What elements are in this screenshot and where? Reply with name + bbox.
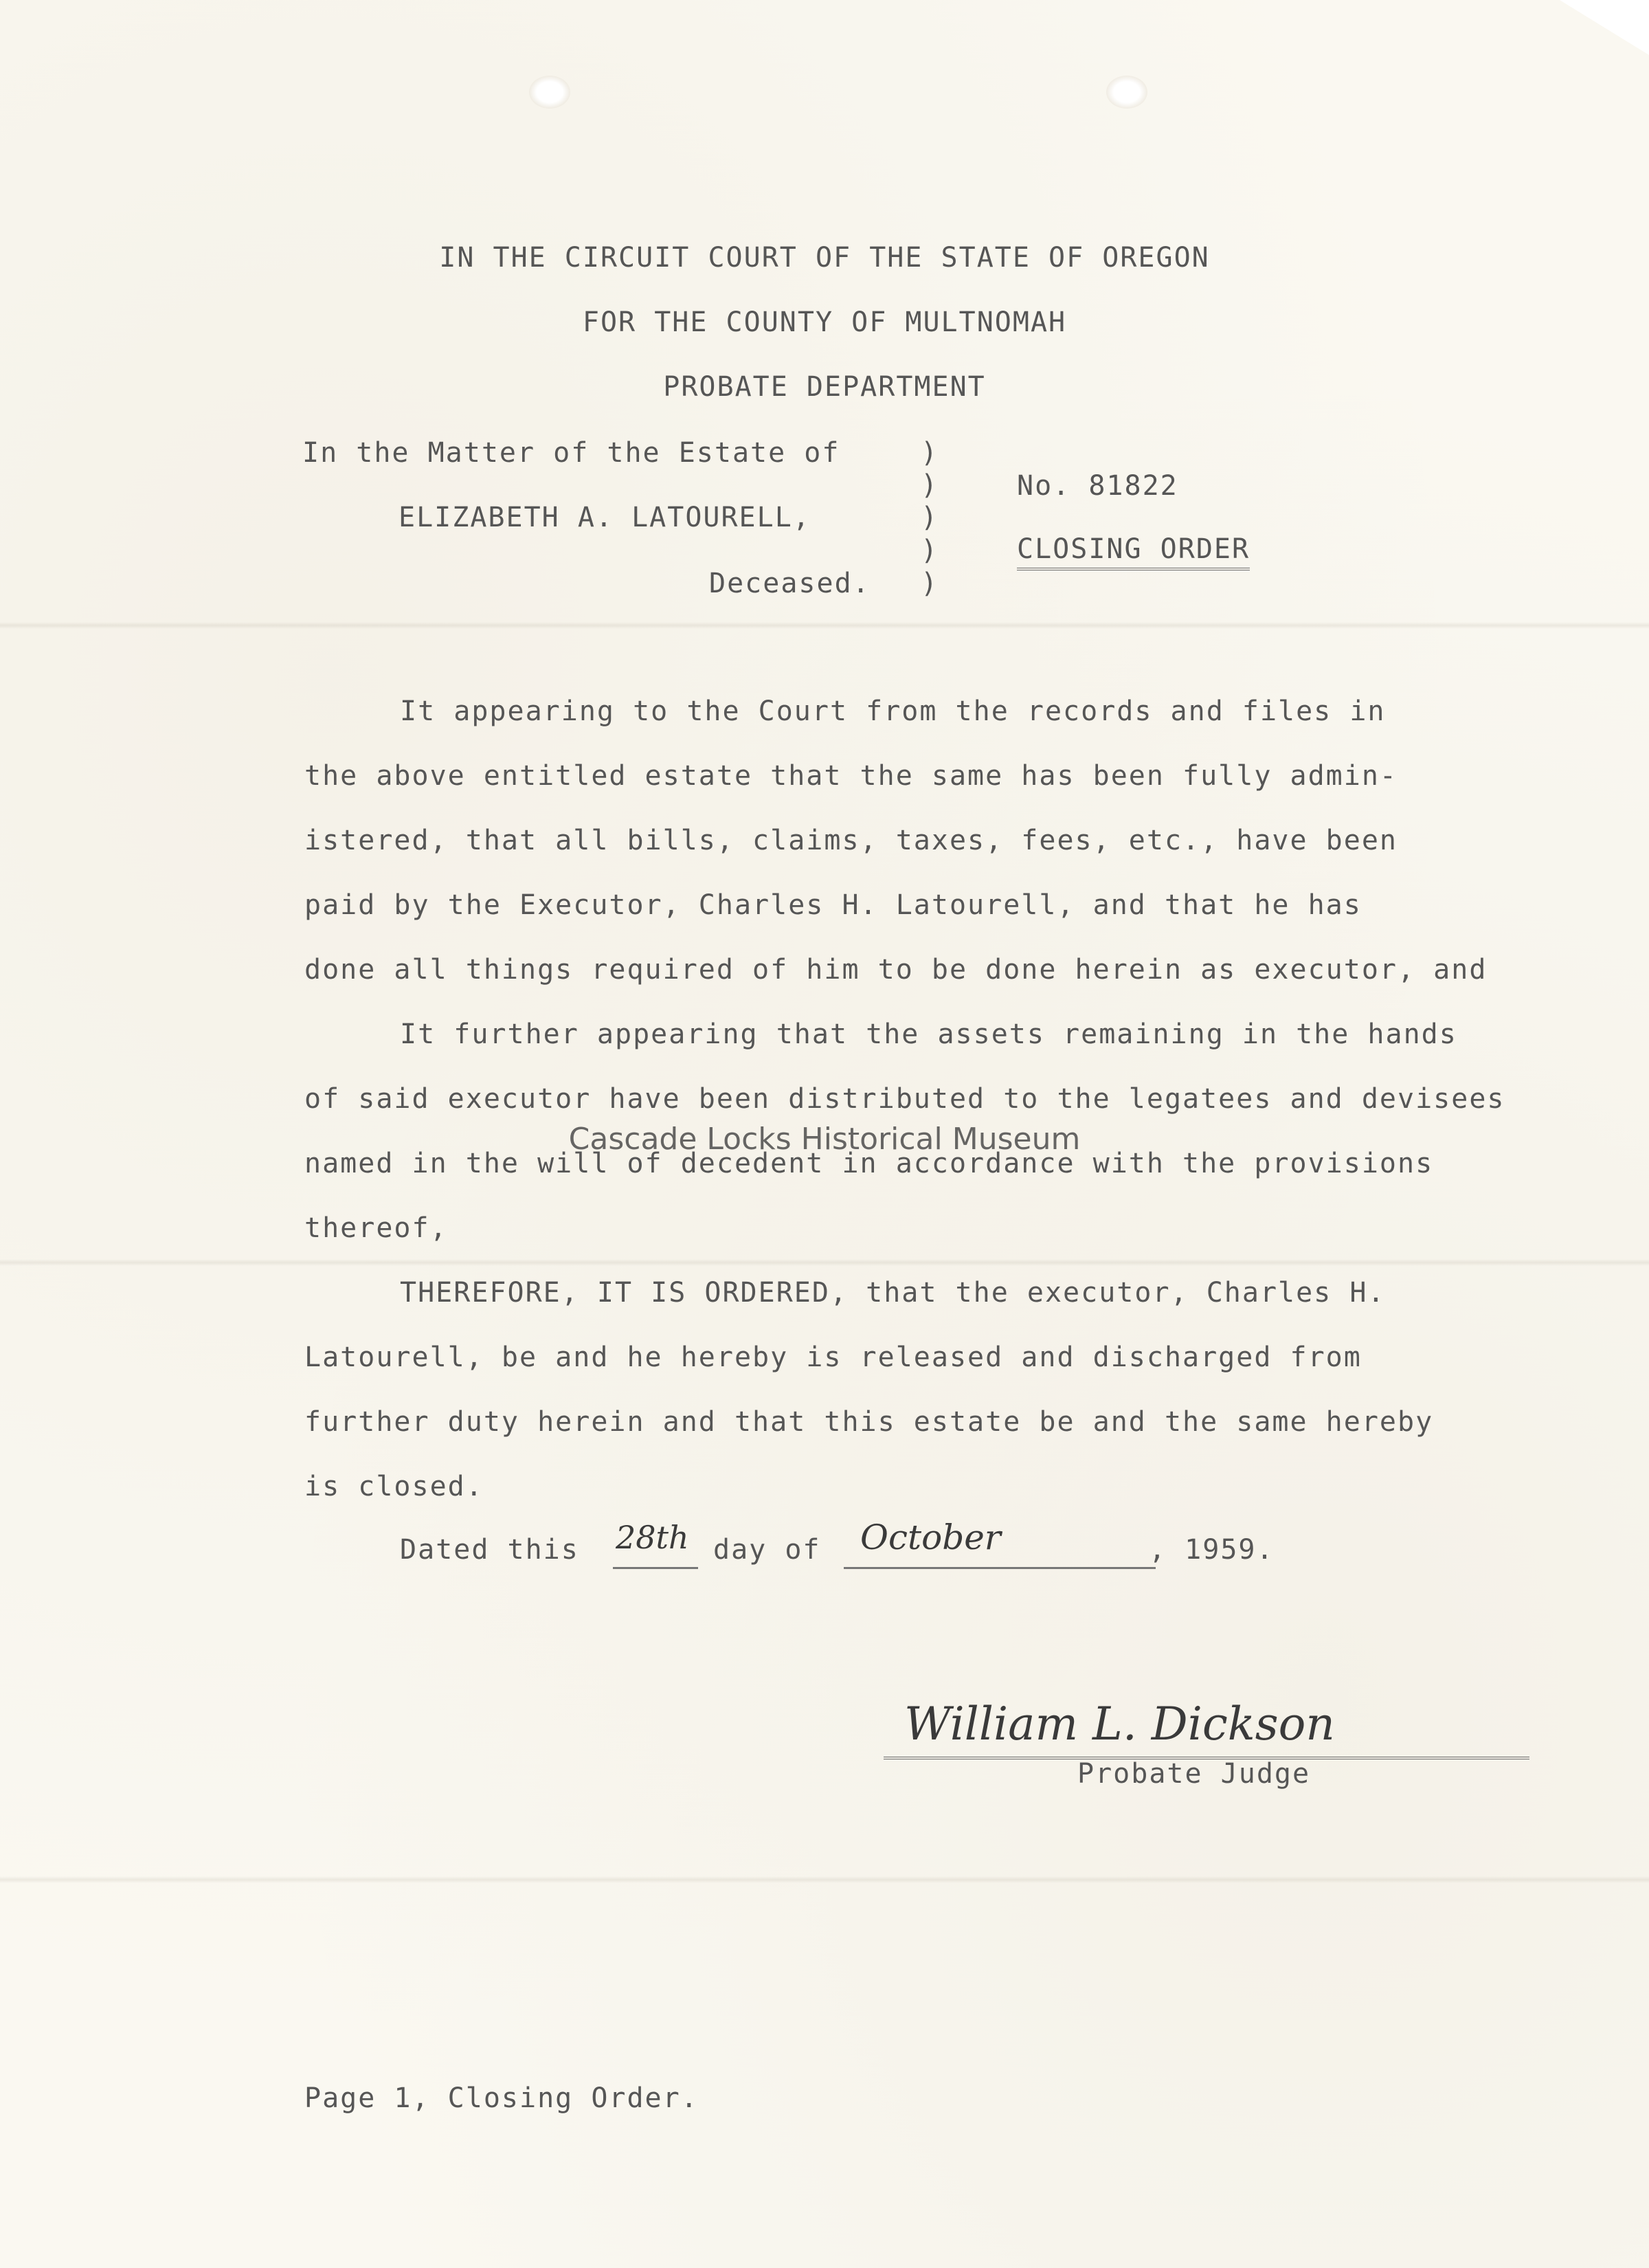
body-line: istered, that all bills, claims, taxes, fees, etc., have been xyxy=(304,825,1398,856)
caption-paren: ) xyxy=(921,502,939,533)
body-line: THEREFORE, IT IS ORDERED, that the executor, Charles H. xyxy=(400,1277,1386,1309)
fold-crease xyxy=(0,622,1649,629)
month-blank xyxy=(844,1567,1156,1569)
county-name: FOR THE COUNTY OF MULTNOMAH xyxy=(582,307,1067,338)
document-title: CLOSING ORDER xyxy=(1017,533,1250,570)
dated-middle: day of xyxy=(713,1534,821,1566)
body-line: done all things required of him to be done herein as executor, and xyxy=(304,954,1488,986)
dated-prefix: Dated this xyxy=(400,1534,579,1566)
signature-title: Probate Judge xyxy=(1077,1758,1311,1790)
caption-paren: ) xyxy=(921,469,939,501)
dated-month: October xyxy=(860,1517,1001,1557)
punch-hole xyxy=(529,76,570,109)
watermark-text: Cascade Locks Historical Museum xyxy=(568,1122,1081,1157)
body-line: is closed. xyxy=(304,1471,484,1502)
body-line: named in the will of decedent in accordance with the provisions xyxy=(304,1148,1434,1179)
body-line: paid by the Executor, Charles H. Latourell, and that he has xyxy=(304,889,1362,921)
dated-year: , 1959. xyxy=(1149,1534,1275,1566)
caption-paren: ) xyxy=(921,535,939,566)
fold-crease xyxy=(0,1259,1649,1266)
body-line: Latourell, be and he hereby is released and discharged from xyxy=(304,1342,1362,1373)
dated-day: 28th xyxy=(616,1519,689,1556)
caption-paren: ) xyxy=(921,568,939,599)
body-line: of said executor have been distributed to the legatees and devisees xyxy=(304,1083,1505,1115)
court-name: IN THE CIRCUIT COURT OF THE STATE OF OREGON xyxy=(439,242,1210,274)
body-line: It further appearing that the assets remaining in the hands xyxy=(400,1019,1457,1050)
body-line: the above entitled estate that the same has been fully admin- xyxy=(304,760,1398,792)
day-blank xyxy=(613,1567,698,1569)
judge-signature: William L. Dickson xyxy=(904,1698,1335,1750)
body-line: It appearing to the Court from the records and files in xyxy=(400,696,1386,727)
caption-paren: ) xyxy=(921,437,939,469)
fold-crease xyxy=(0,1876,1649,1883)
folded-corner xyxy=(1560,0,1649,55)
caption-deceased: Deceased. xyxy=(709,568,871,599)
body-line: further duty herein and that this estate be and the same hereby xyxy=(304,1406,1434,1438)
punch-hole xyxy=(1106,76,1147,109)
case-number: No. 81822 xyxy=(1017,470,1178,502)
department-name: PROBATE DEPARTMENT xyxy=(663,371,986,403)
caption-decedent: ELIZABETH A. LATOURELL, xyxy=(399,502,811,533)
body-line: thereof, xyxy=(304,1212,448,1244)
caption-matter: In the Matter of the Estate of xyxy=(302,437,840,469)
page-footer: Page 1, Closing Order. xyxy=(304,2082,699,2114)
